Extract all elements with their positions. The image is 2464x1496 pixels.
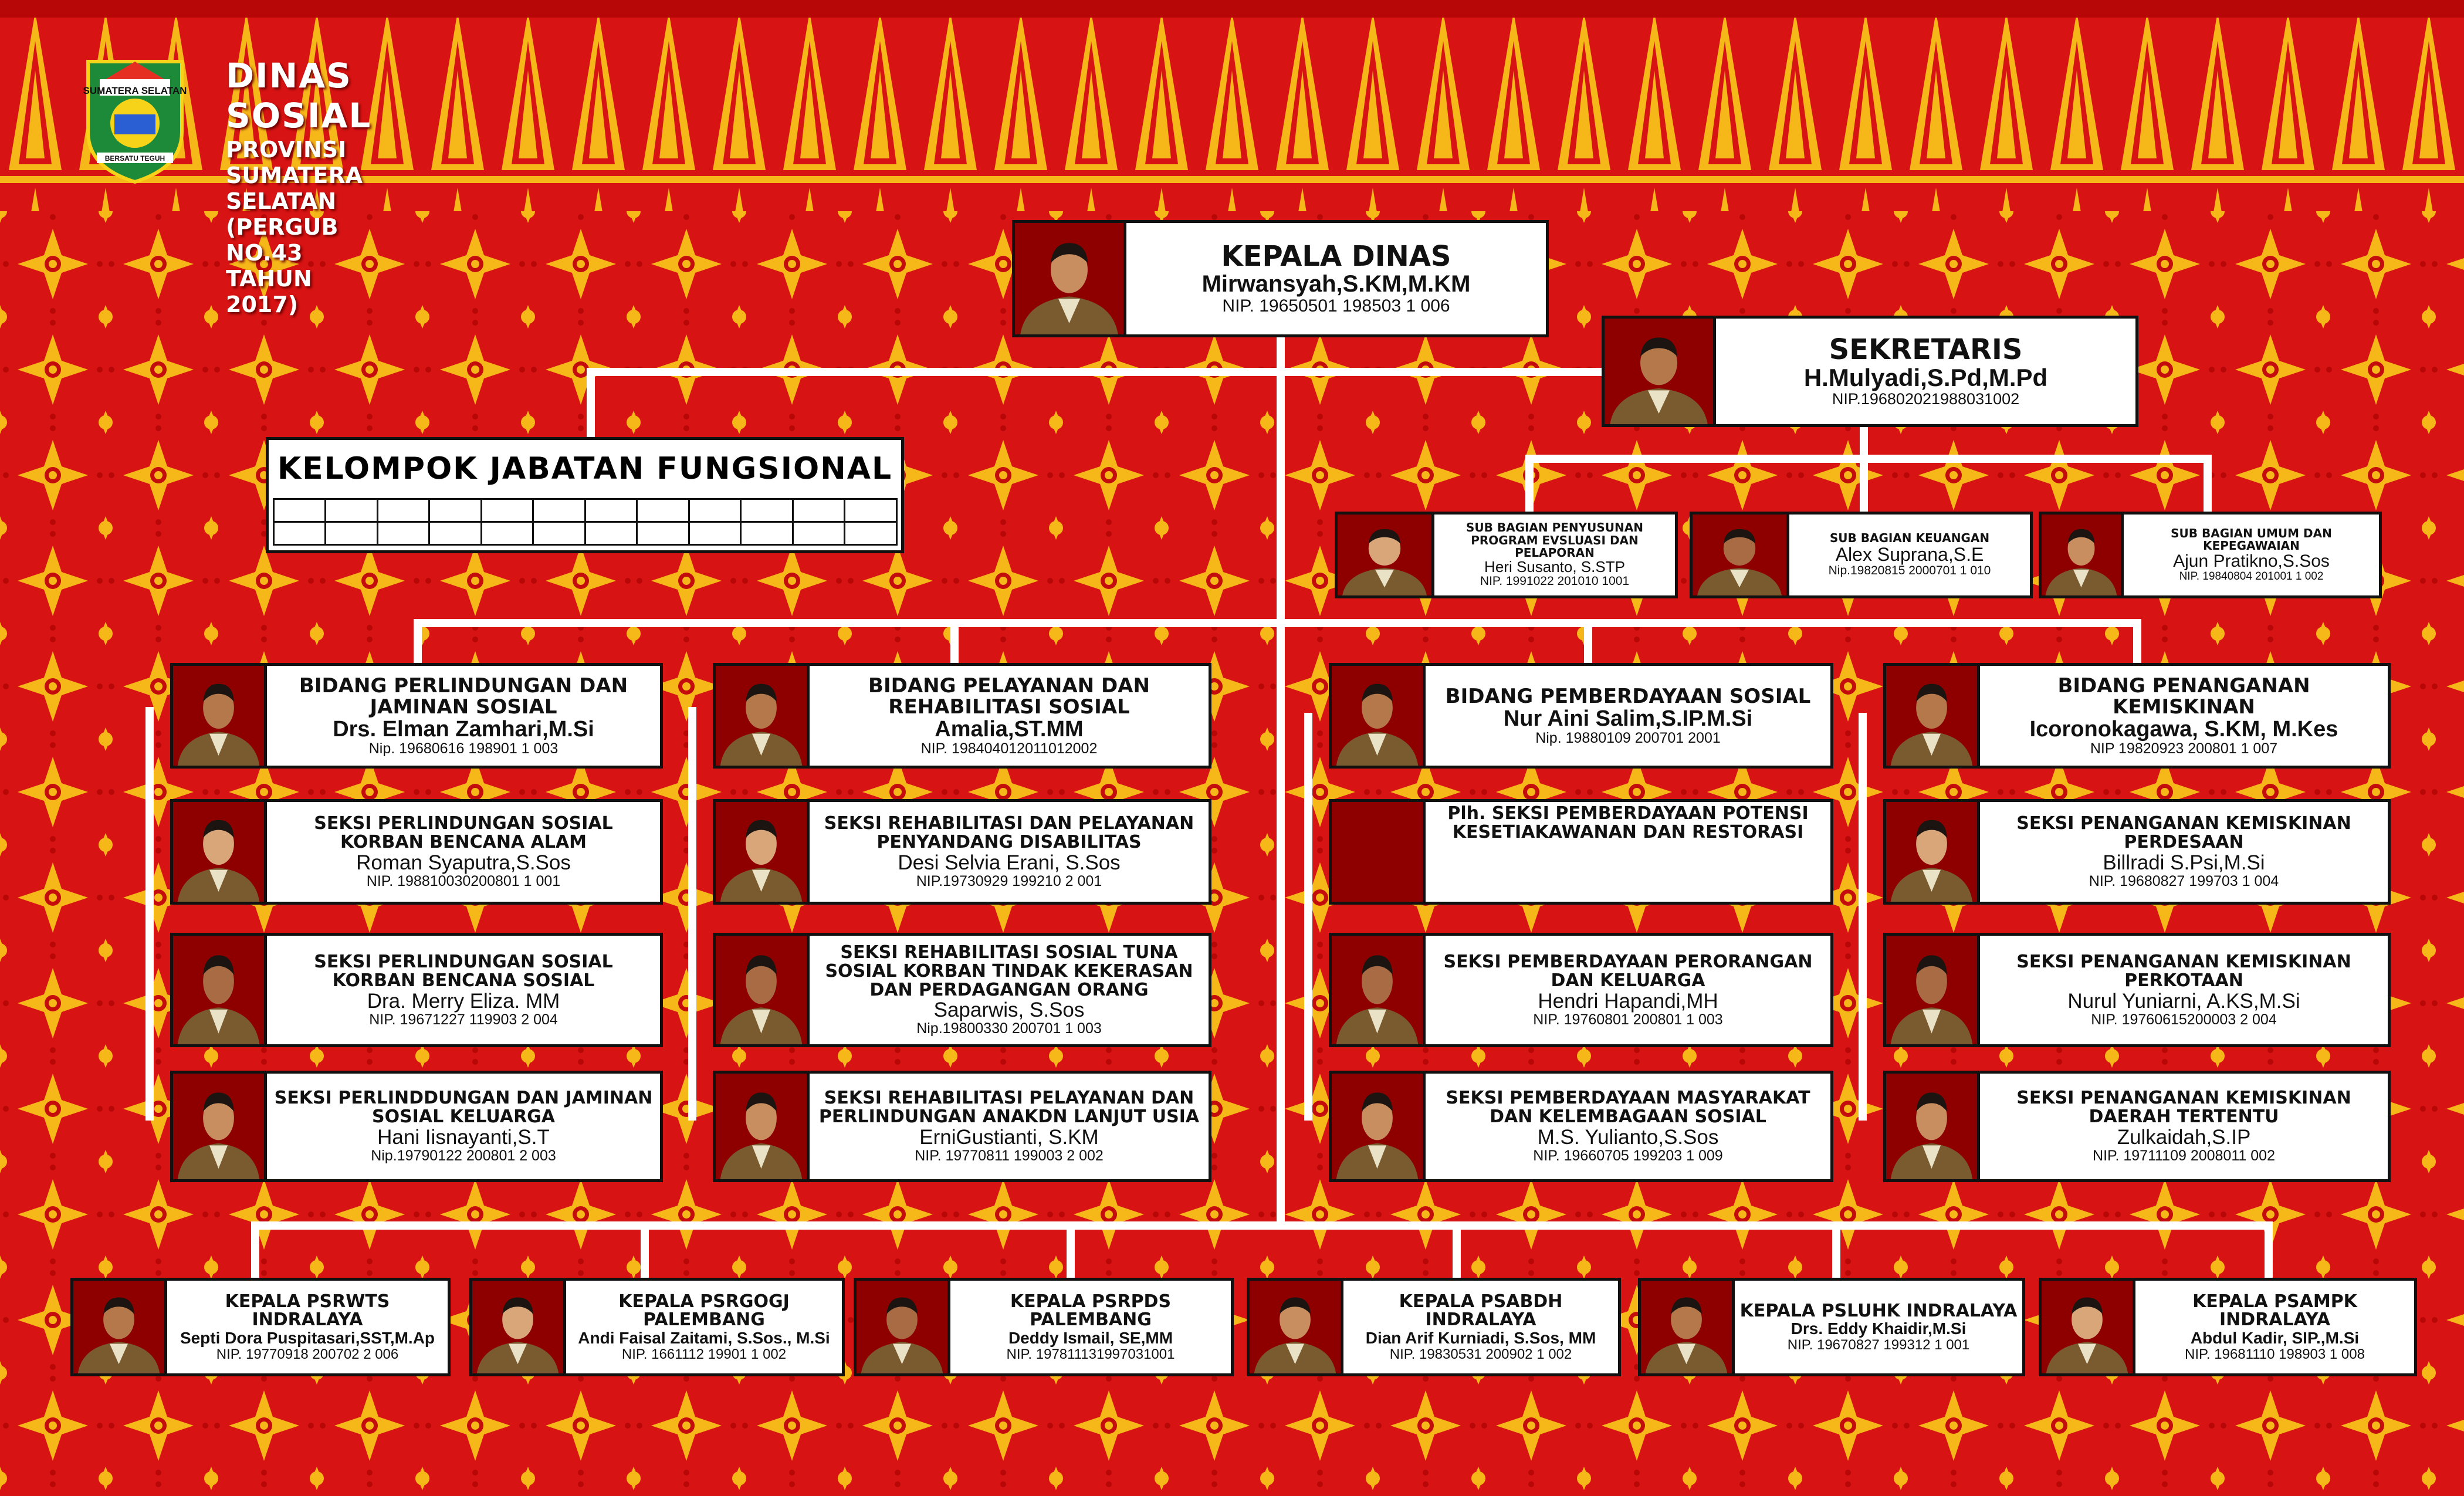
uptd-card [1638,1278,2025,1376]
connector [251,1221,2273,1230]
seksi-card [1329,933,1833,1047]
person-name: Nur Aini Salim,S.IP.M.Si [1503,706,1753,731]
card-info [810,802,1209,902]
position-title: SEKSI REHABILITASI PELAYANAN DAN PERLINDUNGAN ANAKDN LANJUT USIA [818,1088,1200,1128]
connector [1067,1221,1075,1280]
position-title: KEPALA PSRWTS INDRALAYA [225,1291,390,1331]
connector [1277,334,1285,1226]
card-info [1980,1074,2388,1179]
person-photo [1693,515,1789,595]
position-title: BIDANG PEMBERDAYAAN SOSIAL [1445,684,1811,708]
nip-number: NIP. 19671227 119903 2 004 [369,1011,558,1028]
nip-number: NIP. 19760801 200801 1 003 [1533,1011,1723,1028]
position-title: Plh. SEKSI PEMBERDAYAAN POTENSI KESETIAKAWANAN DAN RESTORASI [1447,803,1809,842]
person-name: Dra. Merry Eliza. MM [367,989,560,1013]
person-photo [173,936,267,1044]
person-photo [1886,802,1980,902]
nip-number: NIP. 19760615200003 2 004 [2091,1011,2277,1028]
position-title: SEKSI PENANGANAN KEMISKINAN PERDESAAN [2016,813,2351,853]
connector [2265,1221,2273,1280]
nip-number: Nip. 19880109 200701 2001 [1535,729,1721,746]
nip-number: Nip.19820815 2000701 1 010 [1828,564,1991,578]
connector [1453,1221,1461,1280]
card-info [1980,802,2388,902]
position-title: SUB BAGIAN KEUANGAN [1829,531,1990,546]
nip-number: NIP. 198404012011012002 [920,740,1098,757]
seksi-card [170,933,663,1047]
person-photo [1886,936,1980,1044]
seksi-card [1329,799,1833,905]
connector [145,707,154,1121]
card-info [1426,802,1830,902]
person-name: Zulkaidah,S.IP [2117,1126,2251,1149]
uptd-card [2039,1278,2417,1376]
person-photo [716,802,810,902]
card-info [2135,1281,2414,1373]
connector [1859,713,1867,1121]
nip-number: Nip. 19680616 198901 1 003 [368,740,559,757]
bidang-head-card [1883,663,2391,769]
nip-number: NIP. 19670827 199312 1 001 [1787,1337,1970,1353]
person-name: Deddy Ismail, SE,MM [1008,1329,1173,1348]
person-photo [2042,1281,2135,1373]
position-title: BIDANG PELAYANAN DAN REHABILITASI SOSIAL [868,673,1150,719]
seksi-card [170,799,663,905]
card-info [1735,1281,2022,1373]
person-name: M.S. Yulianto,S.Sos [1537,1126,1719,1149]
province-logo [82,56,188,185]
bidang-head-card [713,663,1211,769]
nip-number: NIP. 19830531 200902 1 002 [1389,1346,1572,1362]
person-photo [173,802,267,902]
bidang-head-card [1329,663,1833,769]
position-title: KEPALA PSLUHK INDRALAYA [1739,1300,2018,1321]
kelompok-fungsional-title: KELOMPOK JABATAN FUNGSIONAL [277,451,893,486]
uptd-card [1247,1278,1621,1376]
nip-number: NIP.196802021988031002 [1832,390,2020,408]
connector [414,619,2141,627]
nip-number: NIP. 19681110 198903 1 008 [2185,1346,2365,1362]
card-info [810,666,1209,766]
card-info [267,1074,660,1179]
person-photo [73,1281,167,1373]
connector [1525,455,2212,463]
person-photo [173,1074,267,1179]
person-photo [716,936,810,1044]
seksi-card [713,1071,1211,1182]
connector [688,707,696,1121]
sekretaris-card [1602,316,2138,427]
uptd-card [469,1278,845,1376]
person-photo [1250,1281,1343,1373]
position-title: SEKSI PENANGANAN KEMISKINAN PERKOTAAN [2016,951,2351,991]
person-name: Roman Syaputra,S.Sos [356,851,571,874]
position-title: SEKSI REHABILITASI DAN PELAYANAN PENYANDANG DISABILITAS [824,813,1194,853]
person-name: Icoronokagawa, S.KM, M.Kes [2029,716,2338,742]
person-name: Billradi S.Psi,M.Si [2103,851,2265,874]
nip-number: NIP. 19770811 199003 2 002 [915,1148,1104,1165]
card-info [2124,515,2379,595]
uptd-card [70,1278,451,1376]
person-name: ErniGustianti, S.KM [919,1126,1099,1149]
card-info [1343,1281,1618,1373]
person-name: Nurul Yuniarni, A.KS,M.Si [2067,989,2300,1013]
position-title: KEPALA PSABDH INDRALAYA [1399,1291,1563,1331]
seksi-card [1883,799,2391,905]
nip-number: NIP. 19770918 200702 2 006 [216,1346,399,1362]
position-title: SEKSI PERLINDUNGAN SOSIAL KORBAN BENCANA SOSIAL [314,951,613,991]
connector [1832,1221,1840,1280]
seksi-card [713,799,1211,905]
person-photo [1338,515,1434,595]
person-photo [1332,936,1426,1044]
card-info [810,936,1209,1044]
person-photo [472,1281,566,1373]
seksi-card [1883,1071,2391,1182]
nip-number: Nip.19790122 200801 2 003 [371,1148,556,1165]
person-name: Hani Iisnayanti,S.T [377,1126,550,1149]
person-photo [173,666,267,766]
person-photo [1641,1281,1735,1373]
person-name: Alex Suprana,S.E [1835,543,1984,565]
nip-number: NIP. 198810030200801 1 001 [366,873,561,890]
nip-number: NIP 19820923 200801 1 007 [2090,740,2278,757]
person-photo [716,666,810,766]
regulation-text: (PERGUB NO.43 TAHUN 2017) [226,214,339,317]
card-info [1434,515,1675,595]
position-title: BIDANG PENANGANAN KEMISKINAN [2057,673,2310,719]
subbagian-card [1690,512,2033,598]
photo-placeholder [1332,802,1426,902]
connector [1304,713,1312,1121]
nip-number: NIP. 19840804 201001 1 002 [2179,570,2324,583]
province-name: PROVINSI SUMATERA SELATAN [226,137,363,214]
kelompok-fungsional-box [266,437,904,553]
connector [251,1221,259,1280]
card-info [810,1074,1209,1179]
position-title: SEKSI PERLINDDUNGAN DAN JAMINAN SOSIAL KELUARGA [274,1088,653,1128]
card-info [267,936,660,1044]
person-name: Ajun Pratikno,S.Sos [2173,551,2330,571]
position-title: SEKRETARIS [1829,333,2023,366]
person-photo [1015,223,1126,334]
position-title: SUB BAGIAN UMUM DAN KEPEGAWAIAN [2171,526,2332,553]
connector [1860,455,1868,513]
person-photo [716,1074,810,1179]
connector [414,619,422,666]
position-title: KEPALA PSRPDS PALEMBANG [1010,1291,1172,1331]
nip-number: NIP. 19660705 199203 1 009 [1533,1148,1723,1165]
person-photo [1886,1074,1980,1179]
card-info [566,1281,842,1373]
connector [641,1221,649,1280]
person-name: Septi Dora Puspitasari,SST,M.Ap [180,1329,435,1348]
person-photo [1332,1074,1426,1179]
connector [587,368,595,438]
person-photo [1332,666,1426,766]
fungsional-grid [273,499,896,544]
card-info [267,802,660,902]
nip-number: NIP. 19711109 2008011 002 [2093,1148,2275,1165]
position-title: SEKSI PENANGANAN KEMISKINAN DAERAH TERTENTU [2016,1088,2351,1128]
card-info [167,1281,448,1373]
position-title: SEKSI PEMBERDAYAAN PERORANGAN DAN KELUARGA [1443,951,1813,991]
person-name: Amalia,ST.MM [935,716,1084,742]
logo-bottom-text: BERSATU TEGUH [104,154,165,163]
connector [587,368,1607,376]
person-name: Drs. Eddy Khaidir,M.Si [1791,1319,1967,1338]
person-name: H.Mulyadi,S.Pd,M.Pd [1803,363,2048,391]
position-title: SEKSI PEMBERDAYAAN MASYARAKAT DAN KELEMBAGAAN SOSIAL [1446,1088,1810,1128]
card-info [267,666,660,766]
kepala-dinas-card [1012,220,1549,337]
connector [950,619,959,666]
nip-number: NIP. 1661112 19901 1 002 [621,1346,787,1362]
logo-top-text: SUMATERA SELATAN [83,85,187,96]
nip-number: NIP.19730929 199210 2 001 [916,873,1102,890]
person-name: Andi Faisal Zaitami, S.Sos., M.Si [578,1329,830,1348]
position-title: KEPALA PSRGOGJ PALEMBANG [618,1291,790,1331]
nip-number: NIP. 19650501 198503 1 006 [1222,296,1450,316]
connector [2204,455,2212,513]
org-name: DINAS SOSIAL [226,56,372,136]
position-title: SEKSI PERLINDUNGAN SOSIAL KORBAN BENCANA ALAM [314,813,613,853]
person-photo [1605,319,1716,424]
subbagian-card [2039,512,2382,598]
position-title: SUB BAGIAN PENYUSUNAN PROGRAM EVSLUASI DAN PELAPORAN [1466,520,1643,560]
card-info [1789,515,2030,595]
seksi-card [1883,933,2391,1047]
position-title: BIDANG PERLINDUNGAN DAN JAMINAN SOSIAL [299,673,628,719]
card-info [1980,936,2388,1044]
person-name: Drs. Elman Zamhari,M.Si [333,716,594,742]
connector [1584,619,1592,666]
card-info [1426,936,1830,1044]
position-title: KEPALA DINAS [1221,240,1451,273]
person-name: Mirwansyah,S.KM,M.KM [1201,271,1471,297]
nip-number: Nip.19800330 200701 1 003 [916,1020,1102,1037]
seksi-card [170,1071,663,1182]
subbagian-card [1335,512,1678,598]
person-name: Saparwis, S.Sos [933,999,1085,1022]
seksi-card [1329,1071,1833,1182]
nip-number: NIP. 19680827 199703 1 004 [2089,873,2279,890]
connector [2133,619,2141,666]
connector [1525,455,1534,513]
person-name: Abdul Kadir, SIP.,M.Si [2190,1329,2360,1348]
card-info [950,1281,1231,1373]
person-photo [2042,515,2124,595]
card-info [1426,666,1830,766]
card-info [1980,666,2388,766]
nip-number: NIP. 1991022 201010 1001 [1480,574,1630,588]
person-photo [857,1281,950,1373]
person-name: Heri Susanto, S.STP [1484,557,1625,576]
card-info [1716,319,2135,424]
person-name: Desi Selvia Erani, S.Sos [898,851,1121,874]
position-title: SEKSI REHABILITASI SOSIAL TUNA SOSIAL KORBAN TINDAK KEKERASAN DAN PERDAGANGAN ORANG [825,942,1193,1000]
uptd-card [854,1278,1234,1376]
position-title: KEPALA PSAMPK INDRALAYA [2192,1291,2357,1331]
person-photo [1886,666,1980,766]
person-name: Hendri Hapandi,MH [1538,989,1718,1013]
seksi-card [713,933,1211,1047]
header-title [226,56,371,317]
person-name: Dian Arif Kurniadi, S.Sos, MM [1365,1329,1596,1348]
bidang-head-card [170,663,663,769]
card-info [1126,223,1546,334]
card-info [1426,1074,1830,1179]
nip-number: NIP. 197811131997031001 [1006,1346,1175,1362]
